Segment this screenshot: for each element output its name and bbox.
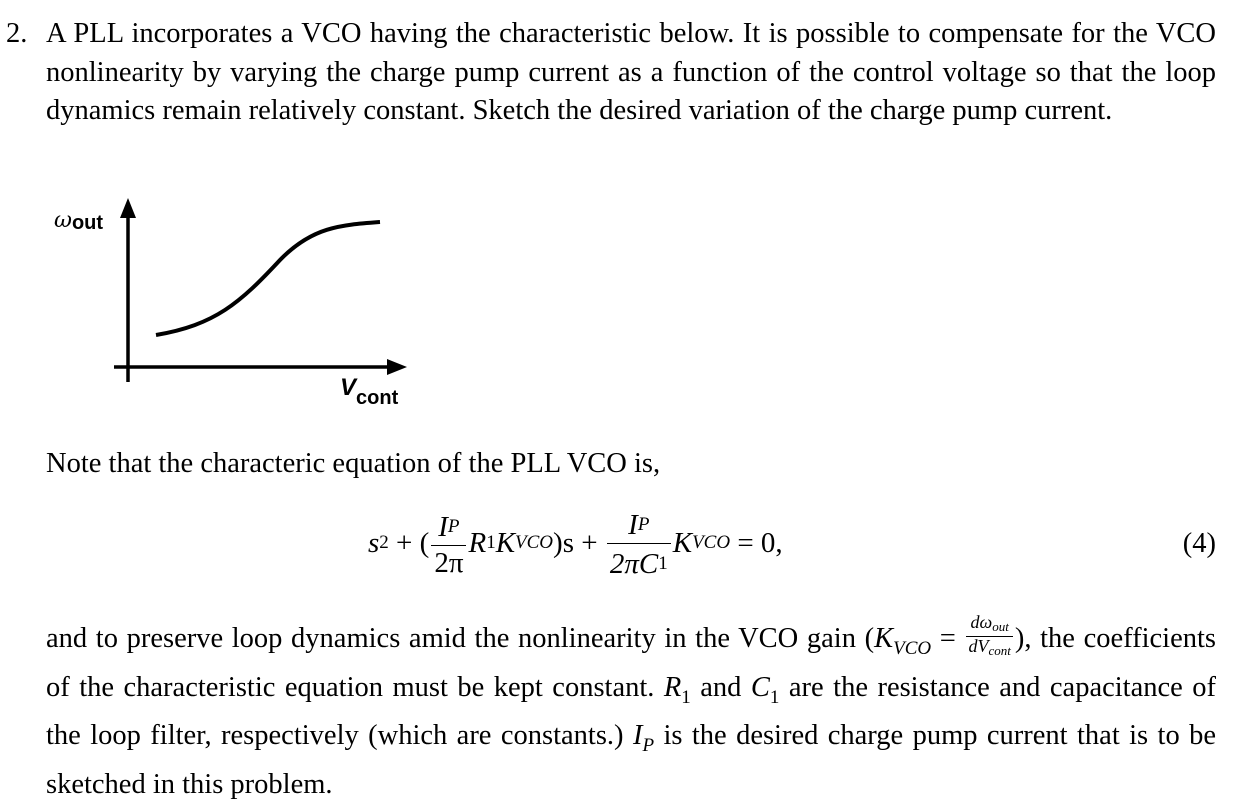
note-text: Note that the characteric equation of the PLL VCO is,	[46, 448, 661, 479]
closing-r: R	[663, 671, 682, 703]
eq-s-power: 2	[379, 532, 389, 554]
closing-ip: I	[632, 720, 643, 752]
closing-part2: ), the coefficients of the characteristic equation must be kept constant.	[46, 623, 1216, 703]
closing-part4: is the desired charge pump current that is to be sketched in this problem.	[46, 720, 1216, 800]
x-axis-label-v: V	[340, 374, 357, 401]
eq-ip2-sub: P	[637, 514, 650, 536]
eq-k-sub: VCO	[515, 532, 554, 554]
closing-eq: =	[931, 623, 965, 655]
closing-c: C	[750, 671, 770, 703]
y-axis-label	[54, 208, 103, 234]
eq-s: s	[368, 526, 380, 559]
eq-k2: K	[672, 526, 693, 559]
characteristic-equation-row	[0, 506, 1240, 586]
y-axis-arrow-icon	[120, 198, 136, 218]
y-axis-label-omega: ω	[54, 208, 72, 233]
closing-c-sub: 1	[769, 686, 780, 708]
eq-ip: I	[438, 510, 448, 543]
x-axis-label	[340, 374, 399, 409]
vco-plot	[40, 185, 430, 420]
closing-ip-sub: P	[642, 735, 655, 757]
closing-r-sub: 1	[681, 686, 691, 708]
closing-k-sub: VCO	[893, 638, 932, 660]
closing-num: dω	[970, 612, 993, 632]
characteristic-equation	[368, 506, 783, 586]
closing-part1: and to preserve loop dynamics amid the nonlinearity in the VCO gain (	[46, 623, 875, 655]
eq-equals-zero: = 0,	[737, 526, 783, 559]
y-axis-label-sub: out	[71, 212, 104, 234]
eq-c1-sub: 1	[658, 552, 668, 574]
eq-ip2: I	[628, 509, 638, 542]
eq-plus-open: + (	[396, 526, 430, 559]
eq-r1-sub: 1	[486, 532, 496, 554]
question-number: 2.	[6, 18, 28, 49]
closing-num-sub: out	[992, 619, 1009, 634]
eq-2pic: 2πC	[609, 547, 659, 580]
eq-r1: R	[468, 526, 487, 559]
equation-number: (4)	[1182, 528, 1216, 559]
closing-and: and	[690, 671, 751, 703]
eq-2pi: 2π	[434, 546, 464, 579]
closing-den-sub: cont	[988, 643, 1011, 658]
vco-characteristic-figure	[40, 185, 430, 420]
x-axis-arrow-icon	[387, 359, 407, 375]
vco-curve	[156, 222, 380, 335]
question-text: A PLL incorporates a VCO having the characteristic below. It is possible to compensate for the VCO nonlinearity by varying the charge pump current as a function of the control voltage so that the loop dynamics remain relatively constant. Sketch the desired variation of the charge pump current.	[46, 18, 1216, 127]
eq-ip-sub: P	[447, 515, 460, 537]
eq-k: K	[495, 526, 516, 559]
eq-close-s: )s +	[553, 526, 598, 559]
closing-den: dV	[968, 636, 989, 656]
closing-part3: are the resistance and capacitance of the loop filter, respectively (which are constants.)	[46, 671, 1216, 752]
closing-k: K	[874, 623, 894, 655]
eq-k2-sub: VCO	[692, 532, 731, 554]
x-axis-label-sub: cont	[356, 387, 399, 409]
closing-derivative	[966, 613, 1012, 660]
eq-frac-ip-2pic1	[607, 506, 671, 581]
eq-frac-ip-2pi	[431, 507, 466, 579]
